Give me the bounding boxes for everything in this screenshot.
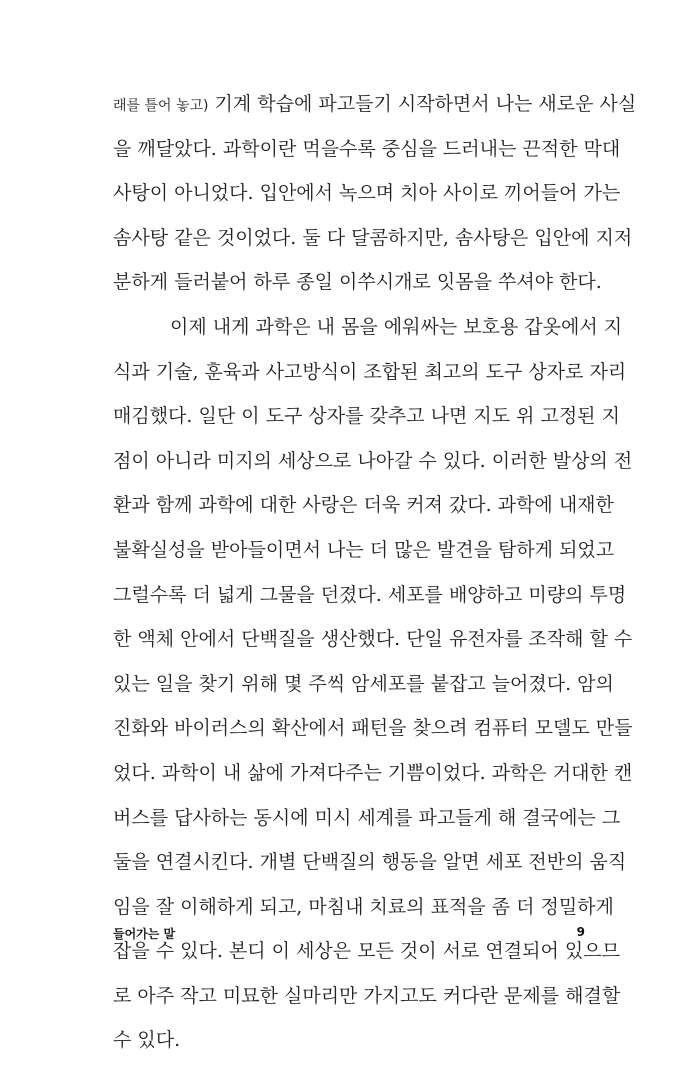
body-text — [113, 88, 637, 1069]
text-line: 있는 일을 찾기 위해 몇 주씩 암세포를 붙잡고 늘어졌다. 암의 — [113, 672, 614, 695]
text-line: 이제 내게 과학은 내 몸을 에워싸는 보호용 갑옷에서 지 — [170, 315, 623, 338]
text-line: 한 액체 안에서 단백질을 생산했다. 단일 유전자를 조작해 할 수 — [113, 628, 633, 651]
text-line: 솜사탕 같은 것이었다. 둘 다 달콤하지만, 솜사탕은 입안에 지저 — [113, 226, 633, 249]
text-line: 진화와 바이러스의 확산에서 패턴을 찾으려 컴퓨터 모델도 만들 — [113, 717, 633, 740]
text-line: 었다. 과학이 내 삶에 가져다주는 기쁨이었다. 과학은 거대한 캔 — [113, 761, 633, 784]
running-footer-title: 들어가는 말 — [113, 927, 176, 941]
page-footer — [113, 925, 585, 942]
text-line: 그럴수록 더 넓게 그물을 던졌다. 세포를 배양하고 미량의 투명 — [113, 583, 627, 606]
text-fragment: 래를 틀어 놓고) — [113, 98, 209, 114]
text-line: 분하게 들러붙어 하루 종일 이쑤시개로 잇몸을 쑤셔야 한다. — [113, 271, 602, 294]
page-number: 9 — [576, 925, 585, 939]
text-line: 사탕이 아니었다. 입안에서 녹으며 치아 사이로 끼어들어 가는 — [113, 182, 621, 205]
text-line: 로 아주 작고 미묘한 실마리만 가지고도 커다란 문제를 해결할 — [113, 984, 621, 1007]
text-fragment: 기계 학습에 파고들기 시작하면서 나는 새로운 사실 — [208, 93, 637, 115]
text-line: 둘을 연결시킨다. 개별 단백질의 행동을 알면 세포 전반의 움직 — [113, 851, 627, 874]
text-line: 임을 잘 이해하게 되고, 마침내 치료의 표적을 좀 더 정밀하게 — [113, 895, 614, 918]
text-line: 을 깨달았다. 과학이란 먹을수록 중심을 드러내는 끈적한 막대 — [113, 137, 621, 160]
text-line: 식과 기술, 훈육과 사고방식이 조합된 최고의 도구 상자로 자리 — [113, 360, 627, 383]
text-line: 매김했다. 일단 이 도구 상자를 갖추고 나면 지도 위 고정된 지 — [113, 405, 620, 428]
text-line: 수 있다. — [113, 1029, 181, 1052]
text-line: 잡을 수 있다. 본디 이 세상은 모든 것이 서로 연결되어 있으므 — [113, 940, 620, 963]
text-line: 점이 아니라 미지의 세상으로 나아갈 수 있다. 이러한 발상의 전 — [113, 449, 633, 472]
text-line: 환과 함께 과학에 대한 사랑은 더욱 커져 갔다. 과학에 내재한 — [113, 494, 614, 517]
text-line — [113, 88, 637, 133]
text-line: 불확실성을 받아들이면서 나는 더 많은 발견을 탐하게 되었고 — [113, 538, 615, 561]
text-line: 버스를 답사하는 동시에 미시 세계를 파고들게 해 결국에는 그 — [113, 806, 621, 829]
